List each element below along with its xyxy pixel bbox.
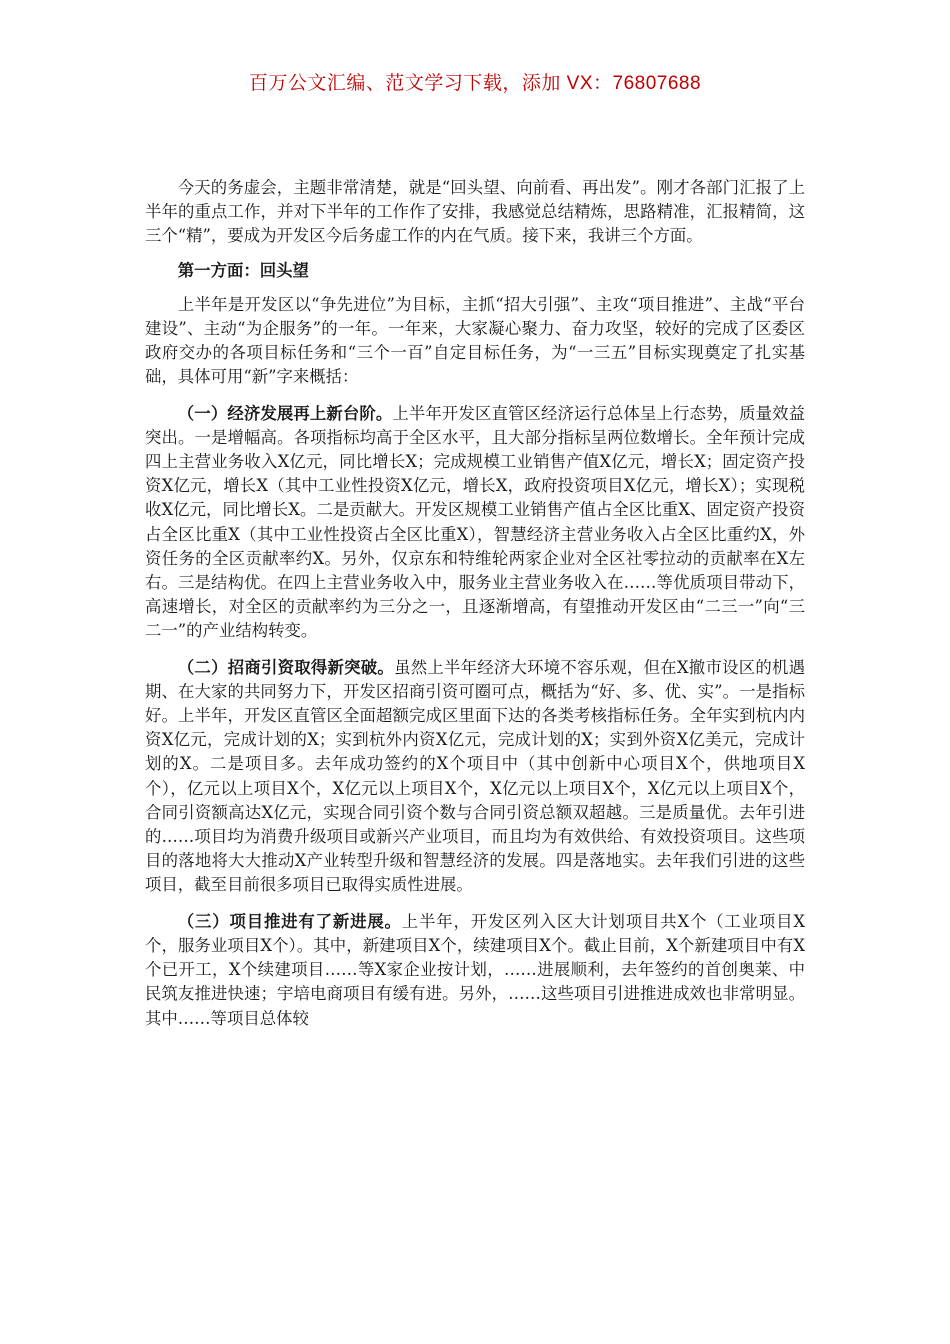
item-3-title: （三）项目推进有了新进展。 bbox=[177, 911, 402, 931]
item-3-body: 上半年，开发区列入区大计划项目共X个（工业项目X个，服务业项目X个）。其中，新建项目X个，续建项目X个。截止目前，X个新建项目中有X个已开工，X个续建项目……等X家企业按计划，……进展顺利，去年签约的首创奥莱、中民筑友推进快速；宇培电商项目有缓有进。另外，……这些项目引进推进成效也非常明显。其中……等项目总体较 bbox=[145, 911, 805, 1028]
section-intro-paragraph: 上半年是开发区以“争先进位”为目标，主抓“招大引强”、主攻“项目推进”、主战“平台建设”、主动“为企服务”的一年。一年来，大家凝心聚力、奋力攻坚，较好的完成了区委区政府交办的各项目标任务和“三个一百”自定目标任务，为“一三五”目标实现奠定了扎实基础，具体可用“新”字来概括： bbox=[145, 294, 805, 387]
header-banner: 百万公文汇编、范文学习下载，添加 VX：76807688 bbox=[248, 73, 702, 94]
item-2-title: （二）招商引资取得新突破。 bbox=[177, 657, 395, 677]
item-2-paragraph bbox=[145, 656, 805, 898]
item-2-body: 虽然上半年经济大环境不容乐观，但在X撤市设区的机遇期、在大家的共同努力下，开发区招商引资可圈可点，概括为“好、多、优、实”。一是指标好。上半年，开发区直管区全面超额完成区里面下达的各类考核指标任务。全年实到杭内内资X亿元，完成计划的X；实到杭外内资X亿元，完成计划的X；实到外资X亿美元，完成计划的X。二是项目多。去年成功签约的X个项目中（其中创新中心项目X个，供地项目X个），亿元以上项目X个，X亿元以上项目X个，X亿元以上项目X个，X亿元以上项目X个，合同引资额高达X亿元，实现合同引资个数与合同引资总额双超越。三是质量优。去年引进的……项目均为消费升级项目或新兴产业项目，而且均为有效供给、有效投资项目。这些项目的落地将大大推动X产业转型升级和智慧经济的发展。四是落地实。去年我们引进的这些项目，截至目前很多项目已取得实质性进展。 bbox=[145, 657, 806, 895]
intro-paragraph: 今天的务虚会，主题非常清楚，就是“回头望、向前看、再出发”。刚才各部门汇报了上半年的重点工作，并对下半年的工作作了安排，我感觉总结精炼，思路精准，汇报精简，这三个“精”，要成为开发区今后务虚工作的内在气质。接下来，我讲三个方面。 bbox=[145, 178, 805, 246]
item-1-body: 上半年开发区直管区经济运行总体呈上行态势，质量效益突出。一是增幅高。各项指标均高于全区水平，且大部分指标呈两位数增长。全年预计完成四上主营业务收入X亿元，同比增长X；完成规模工业销售产值X亿元，增长X；固定资产投资X亿元，增长X（其中工业性投资X亿元，增长X，政府投资项目X亿元，增长X）；实现税收X亿元，同比增长X。二是贡献大。开发区规模工业销售产值占全区比重X、固定资产投资占全区比重X（其中工业性投资占全区比重X），智慧经济主营业务收入占全区比重约X，外资任务的全区贡献率约X。另外，仅京东和特维轮两家企业对全区社零拉动的贡献率在X左右。三是结构优。在四上主营业务收入中，服务业主营业务收入在……等优质项目带动下，高速增长，对全区的贡献率约为三分之一，且逐渐增高，有望推动开发区由“二三一”向“三二一”的产业结构转变。 bbox=[145, 403, 805, 641]
item-1-paragraph bbox=[145, 402, 805, 644]
item-3-paragraph bbox=[145, 910, 805, 1031]
item-1-title: （一）经济发展再上新台阶。 bbox=[177, 403, 393, 423]
document-body bbox=[145, 176, 805, 1031]
section-heading: 第一方面：回头望 bbox=[177, 260, 309, 280]
